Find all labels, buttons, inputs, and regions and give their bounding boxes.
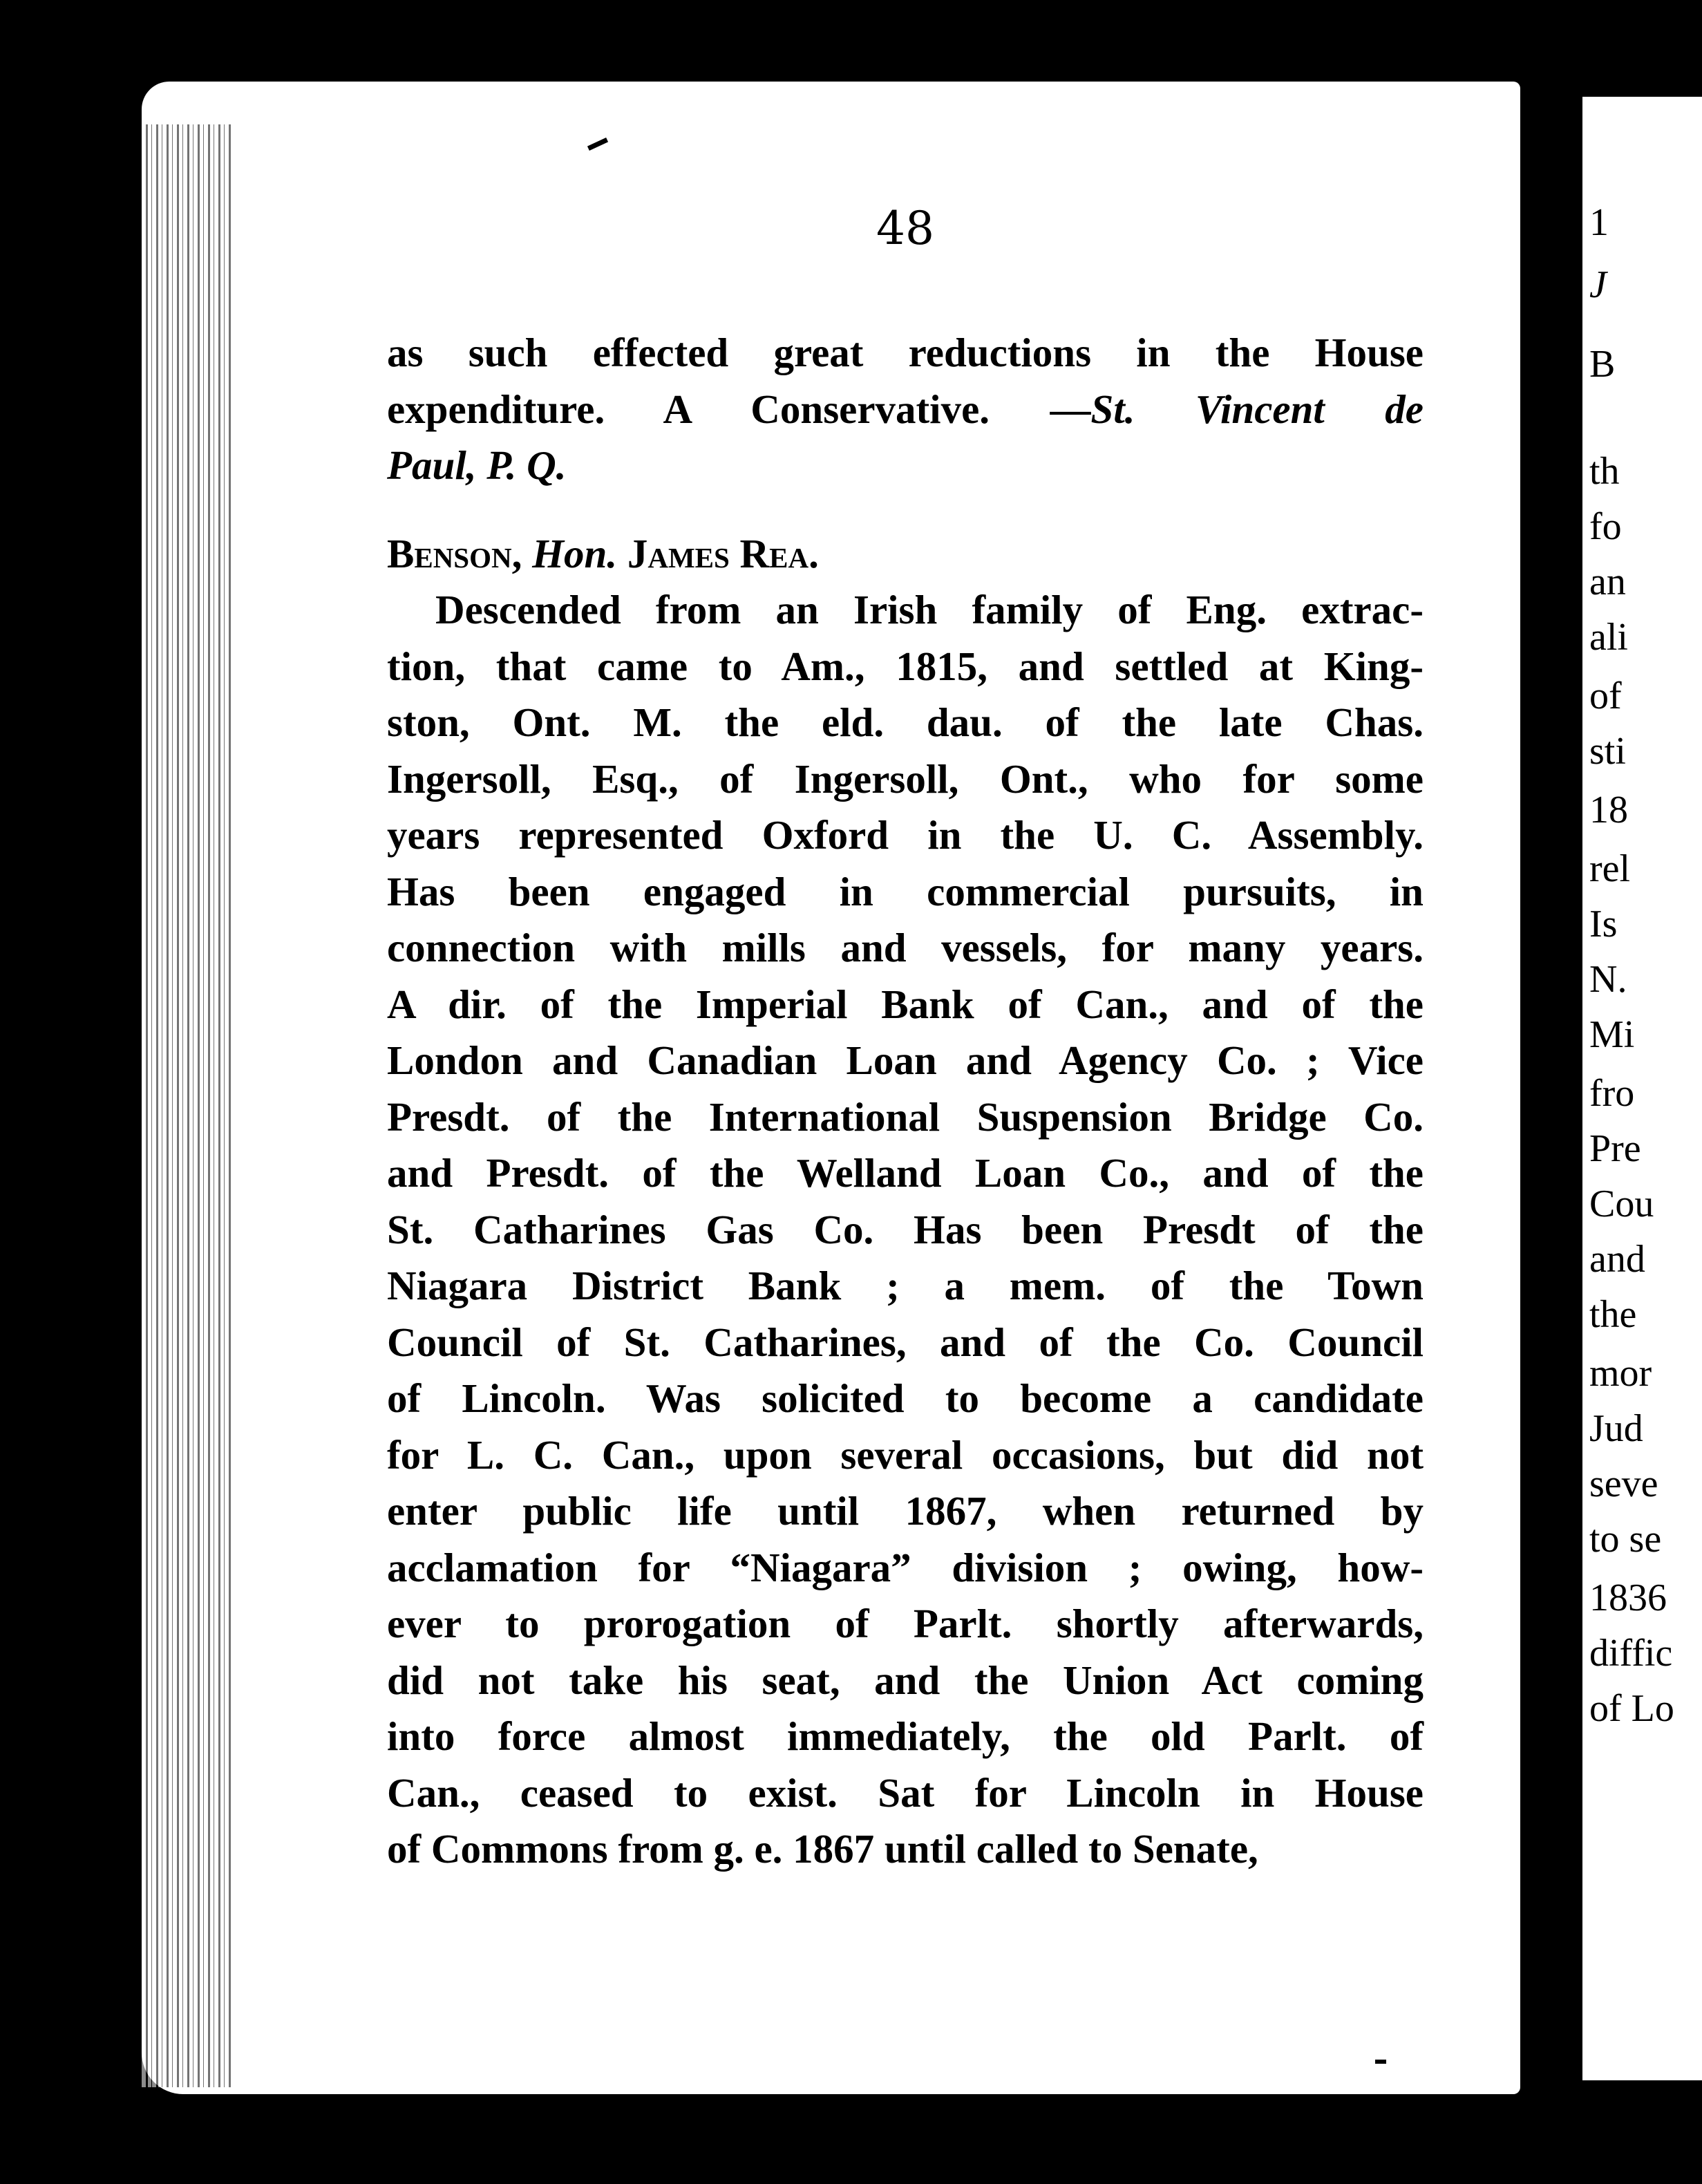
fragment-text: the	[1589, 1293, 1637, 1336]
fragment-text: of	[1589, 675, 1622, 717]
fragment-text: to se	[1589, 1518, 1662, 1561]
fragment-text: Pre	[1589, 1127, 1641, 1170]
body-line: and Presdt. of the Welland Loan Co., and of the	[387, 1150, 1424, 1196]
fragment-text: th	[1589, 450, 1620, 493]
body-line: London and Canadian Loan and Agency Co. ; Vice	[387, 1037, 1424, 1083]
entry-body	[387, 582, 1424, 1878]
body-line: Has been engaged in commercial pursuits, in	[387, 868, 1424, 914]
fragment-text: 18	[1589, 789, 1628, 831]
heading-surname: Benson,	[387, 530, 522, 576]
fragment-text: of Lo	[1589, 1687, 1674, 1730]
body-line: of Lincoln. Was solicited to become a candidate	[387, 1375, 1424, 1421]
body-line: ston, Ont. M. the eld. dau. of the late Chas.	[387, 699, 1424, 745]
fragment-text: Is	[1589, 903, 1618, 945]
heading-given-name: James Rea.	[627, 530, 819, 576]
body-line: acclamation for “Niagara” division ; owing, how-	[387, 1544, 1424, 1590]
fragment-text: ali	[1589, 616, 1628, 659]
body-line: Can., ceased to exist. Sat for Lincoln in House	[387, 1769, 1424, 1816]
fragment-text: seve	[1589, 1462, 1658, 1505]
fragment-text: Mi	[1589, 1013, 1635, 1056]
entry-text	[387, 325, 1424, 1878]
body-line: Descended from an Irish family of Eng. extrac-	[435, 587, 1424, 632]
body-line: for L. C. Can., upon several occasions, but did not	[387, 1431, 1424, 1478]
body-line: enter public life until 1867, when returned by	[387, 1488, 1424, 1534]
fragment-text: mor	[1589, 1352, 1652, 1395]
fragment-text: diffic	[1589, 1632, 1673, 1675]
body-line: years represented Oxford in the U. C. Assembly.	[387, 812, 1424, 858]
fragment-text: an	[1589, 561, 1626, 603]
body-line: tion, that came to Am., 1815, and settled at King-	[387, 643, 1424, 689]
body-line: connection with mills and vessels, for many years.	[387, 925, 1424, 970]
fragment-text: 1	[1589, 201, 1609, 244]
body-line: did not take his seat, and the Union Act coming	[387, 1657, 1424, 1703]
body-line: Ingersoll, Esq., of Ingersoll, Ont., who for some	[387, 755, 1424, 802]
page-number: 48	[876, 202, 934, 255]
body-line: Presdt. of the International Suspension Bridge Co.	[387, 1093, 1424, 1140]
body-line: ever to prorogation of Parlt. shortly afterwards,	[387, 1601, 1424, 1646]
entry-heading	[387, 526, 1424, 583]
fragment-text: and	[1589, 1238, 1645, 1281]
fragment-text: Cou	[1589, 1183, 1654, 1225]
fragment-text: J	[1589, 263, 1607, 306]
text-line: as such effected great reductions in the House	[387, 330, 1424, 375]
text-line: Paul, P. Q.	[387, 442, 567, 488]
fragment-text: rel	[1589, 847, 1631, 890]
adjacent-page-fragment	[1582, 97, 1702, 2080]
body-line: Council of St. Catharines, and of the Co. Council	[387, 1319, 1424, 1365]
text-line: expenditure. A Conservative. —St. Vincent de	[387, 386, 1424, 432]
fragment-text: N.	[1589, 958, 1627, 1001]
fragment-text: Jud	[1589, 1407, 1643, 1450]
body-line: Niagara District Bank ; a mem. of the Town	[387, 1263, 1424, 1308]
fragment-text: sti	[1589, 730, 1626, 773]
body-line: St. Catharines Gas Co. Has been Presdt of the	[387, 1206, 1424, 1252]
body-line: A dir. of the Imperial Bank of Can., and of the	[387, 981, 1424, 1027]
page-edge-binding	[142, 124, 231, 2087]
body-line: into force almost immediately, the old Parlt. of	[387, 1713, 1424, 1759]
ink-mark	[1375, 2060, 1386, 2064]
fragment-text: fro	[1589, 1072, 1635, 1115]
heading-title: Hon.	[532, 530, 618, 576]
body-line: of Commons from g. e. 1867 until called to Senate,	[387, 1826, 1258, 1872]
fragment-text: fo	[1589, 505, 1622, 548]
fragment-text: 1836	[1589, 1576, 1667, 1619]
fragment-text: B	[1589, 343, 1616, 386]
